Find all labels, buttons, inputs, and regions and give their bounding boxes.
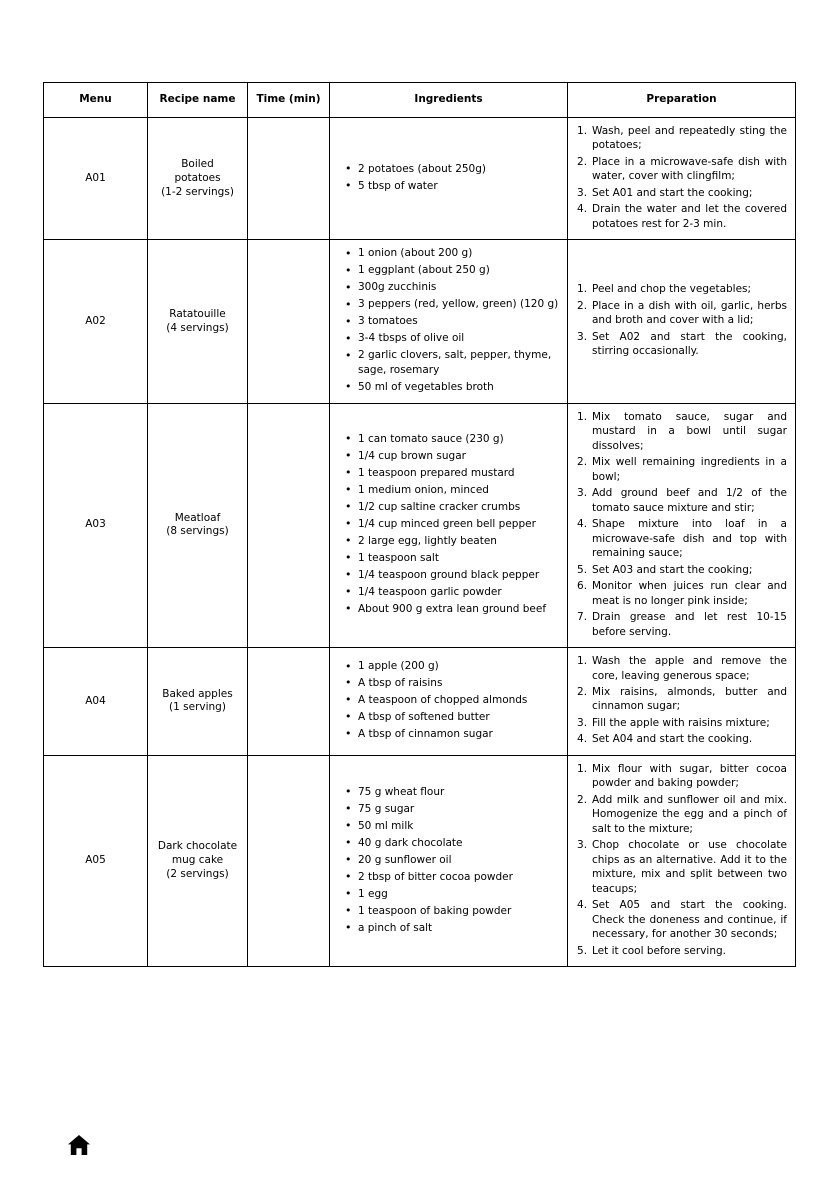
ingredient-item: • 1 can tomato sauce (230 g) — [356, 432, 559, 446]
ingredient-item: • 3 tomatoes — [356, 314, 559, 328]
ingredient-item: • 1 teaspoon of baking powder — [356, 904, 559, 918]
cell-time — [248, 648, 330, 756]
cell-recipe-name: Meatloaf (8 servings) — [148, 403, 248, 647]
ingredient-item: • 1 teaspoon salt — [356, 551, 559, 565]
column-header-preparation: Preparation — [568, 83, 796, 118]
cell-time — [248, 240, 330, 403]
preparation-step: Set A04 and start the cooking. — [592, 733, 753, 746]
cell-time — [248, 403, 330, 647]
preparation-step: Mix tomato sauce, sugar and mustard in a bowl until sugar dissolves; — [592, 410, 787, 452]
cell-preparation — [568, 648, 796, 756]
preparation-step: Let it cool before serving. — [592, 944, 726, 957]
cell-menu: A04 — [44, 648, 148, 756]
ingredient-item: • 2 garlic clovers, salt, pepper, thyme, sage, rosemary — [356, 348, 559, 377]
preparation-step: Wash the apple and remove the core, leaving generous space; — [592, 655, 787, 682]
cell-recipe-name: Boiled potatoes (1-2 servings) — [148, 118, 248, 240]
ingredient-item: • 75 g sugar — [356, 802, 559, 816]
preparation-step: Monitor when juices run clear and meat is no longer pink inside; — [592, 580, 787, 607]
preparation-step: Set A01 and start the cooking; — [592, 186, 753, 199]
cell-menu: A01 — [44, 118, 148, 240]
ingredient-item: • 1/4 teaspoon garlic powder — [356, 585, 559, 599]
ingredient-item: • 1/4 cup minced green bell pepper — [356, 517, 559, 531]
ingredient-item: • 40 g dark chocolate — [356, 836, 559, 850]
table-row — [44, 755, 796, 966]
ingredient-item: • 3 peppers (red, yellow, green) (120 g) — [356, 297, 559, 311]
cell-time — [248, 118, 330, 240]
ingredient-item: • 20 g sunflower oil — [356, 853, 559, 867]
recipe-table — [43, 82, 796, 967]
table-row — [44, 118, 796, 240]
ingredient-item: • 2 large egg, lightly beaten — [356, 534, 559, 548]
ingredient-item: • 1 medium onion, minced — [356, 483, 559, 497]
ingredient-item: • A teaspoon of chopped almonds — [356, 693, 559, 707]
ingredient-item: • 1 apple (200 g) — [356, 659, 559, 673]
cell-ingredients — [330, 648, 568, 756]
column-header-ingredients: Ingredients — [330, 83, 568, 118]
preparation-step: Wash, peel and repeatedly sting the potatoes; — [592, 125, 787, 152]
column-header-menu: Menu — [44, 83, 148, 118]
cell-recipe-name: Dark chocolate mug cake (2 servings) — [148, 755, 248, 966]
ingredient-item: • A tbsp of softened butter — [356, 710, 559, 724]
cell-menu: A03 — [44, 403, 148, 647]
cell-preparation — [568, 755, 796, 966]
column-header-recipe-name: Recipe name — [148, 83, 248, 118]
ingredient-item: • 50 ml milk — [356, 819, 559, 833]
cell-ingredients — [330, 118, 568, 240]
cell-menu: A05 — [44, 755, 148, 966]
ingredient-item: • 75 g wheat flour — [356, 785, 559, 799]
cell-preparation — [568, 118, 796, 240]
table-row — [44, 648, 796, 756]
ingredient-item: • 50 ml of vegetables broth — [356, 380, 559, 394]
preparation-step: Fill the apple with raisins mixture; — [592, 716, 770, 729]
cell-preparation — [568, 240, 796, 403]
cell-time — [248, 755, 330, 966]
table-row — [44, 403, 796, 647]
table-header-row — [44, 83, 796, 118]
preparation-step: Add ground beef and 1/2 of the tomato sauce mixture and stir; — [592, 487, 787, 514]
ingredient-item: • 1 onion (about 200 g) — [356, 246, 559, 260]
cell-ingredients — [330, 240, 568, 403]
preparation-step: Mix raisins, almonds, butter and cinnamon sugar; — [592, 685, 787, 713]
cell-ingredients — [330, 755, 568, 966]
ingredient-item: • 300g zucchinis — [356, 280, 559, 294]
ingredient-item: • 1/4 teaspoon ground black pepper — [356, 568, 559, 582]
preparation-step: Set A03 and start the cooking; — [592, 563, 753, 576]
cell-recipe-name: Baked apples (1 serving) — [148, 648, 248, 756]
preparation-step: Shape mixture into loaf in a microwave-safe dish and top with remaining sauce; — [592, 518, 787, 560]
preparation-step: Place in a microwave-safe dish with water, cover with clingfilm; — [592, 155, 787, 183]
ingredient-item: • A tbsp of cinnamon sugar — [356, 727, 559, 741]
ingredient-item: • a pinch of salt — [356, 921, 559, 935]
table-body — [44, 118, 796, 967]
cell-recipe-name: Ratatouille (4 servings) — [148, 240, 248, 403]
preparation-step: Peel and chop the vegetables; — [592, 283, 752, 296]
ingredient-item: • 1/4 cup brown sugar — [356, 449, 559, 463]
ingredient-item: • A tbsp of raisins — [356, 676, 559, 690]
ingredient-item: • 1 teaspoon prepared mustard — [356, 466, 559, 480]
preparation-step: Mix well remaining ingredients in a bowl; — [592, 456, 787, 483]
preparation-step: Drain grease and let rest 10-15 before serving. — [592, 611, 787, 638]
preparation-step: Set A05 and start the cooking. Check the doneness and continue, if necessary, for another 30 seconds; — [592, 899, 787, 941]
ingredient-item: • About 900 g extra lean ground beef — [356, 602, 559, 616]
ingredient-item: • 1 eggplant (about 250 g) — [356, 263, 559, 277]
column-header-time: Time (min) — [248, 83, 330, 118]
ingredient-item: • 1 egg — [356, 887, 559, 901]
home-icon[interactable] — [66, 1132, 92, 1158]
cell-ingredients — [330, 403, 568, 647]
preparation-step: Place in a dish with oil, garlic, herbs and broth and cover with a lid; — [592, 299, 787, 327]
ingredient-item: • 2 tbsp of bitter cocoa powder — [356, 870, 559, 884]
ingredient-item: • 2 potatoes (about 250g) — [356, 162, 559, 176]
preparation-step: Add milk and sunflower oil and mix. Homogenize the egg and a pinch of salt to the mixture; — [592, 793, 787, 835]
table-row — [44, 240, 796, 403]
preparation-step: Chop chocolate or use chocolate chips as an alternative. Add it to the mixture, mix and split between two teacups; — [592, 839, 787, 895]
ingredient-item: • 5 tbsp of water — [356, 179, 559, 193]
ingredient-item: • 1/2 cup saltine cracker crumbs — [356, 500, 559, 514]
ingredient-item: • 3-4 tbsps of olive oil — [356, 331, 559, 345]
preparation-step: Mix flour with sugar, bitter cocoa powder and baking powder; — [592, 762, 787, 790]
preparation-step: Drain the water and let the covered potatoes rest for 2-3 min. — [592, 203, 787, 230]
cell-preparation — [568, 403, 796, 647]
cell-menu: A02 — [44, 240, 148, 403]
preparation-step: Set A02 and start the cooking, stirring occasionally. — [592, 330, 787, 358]
